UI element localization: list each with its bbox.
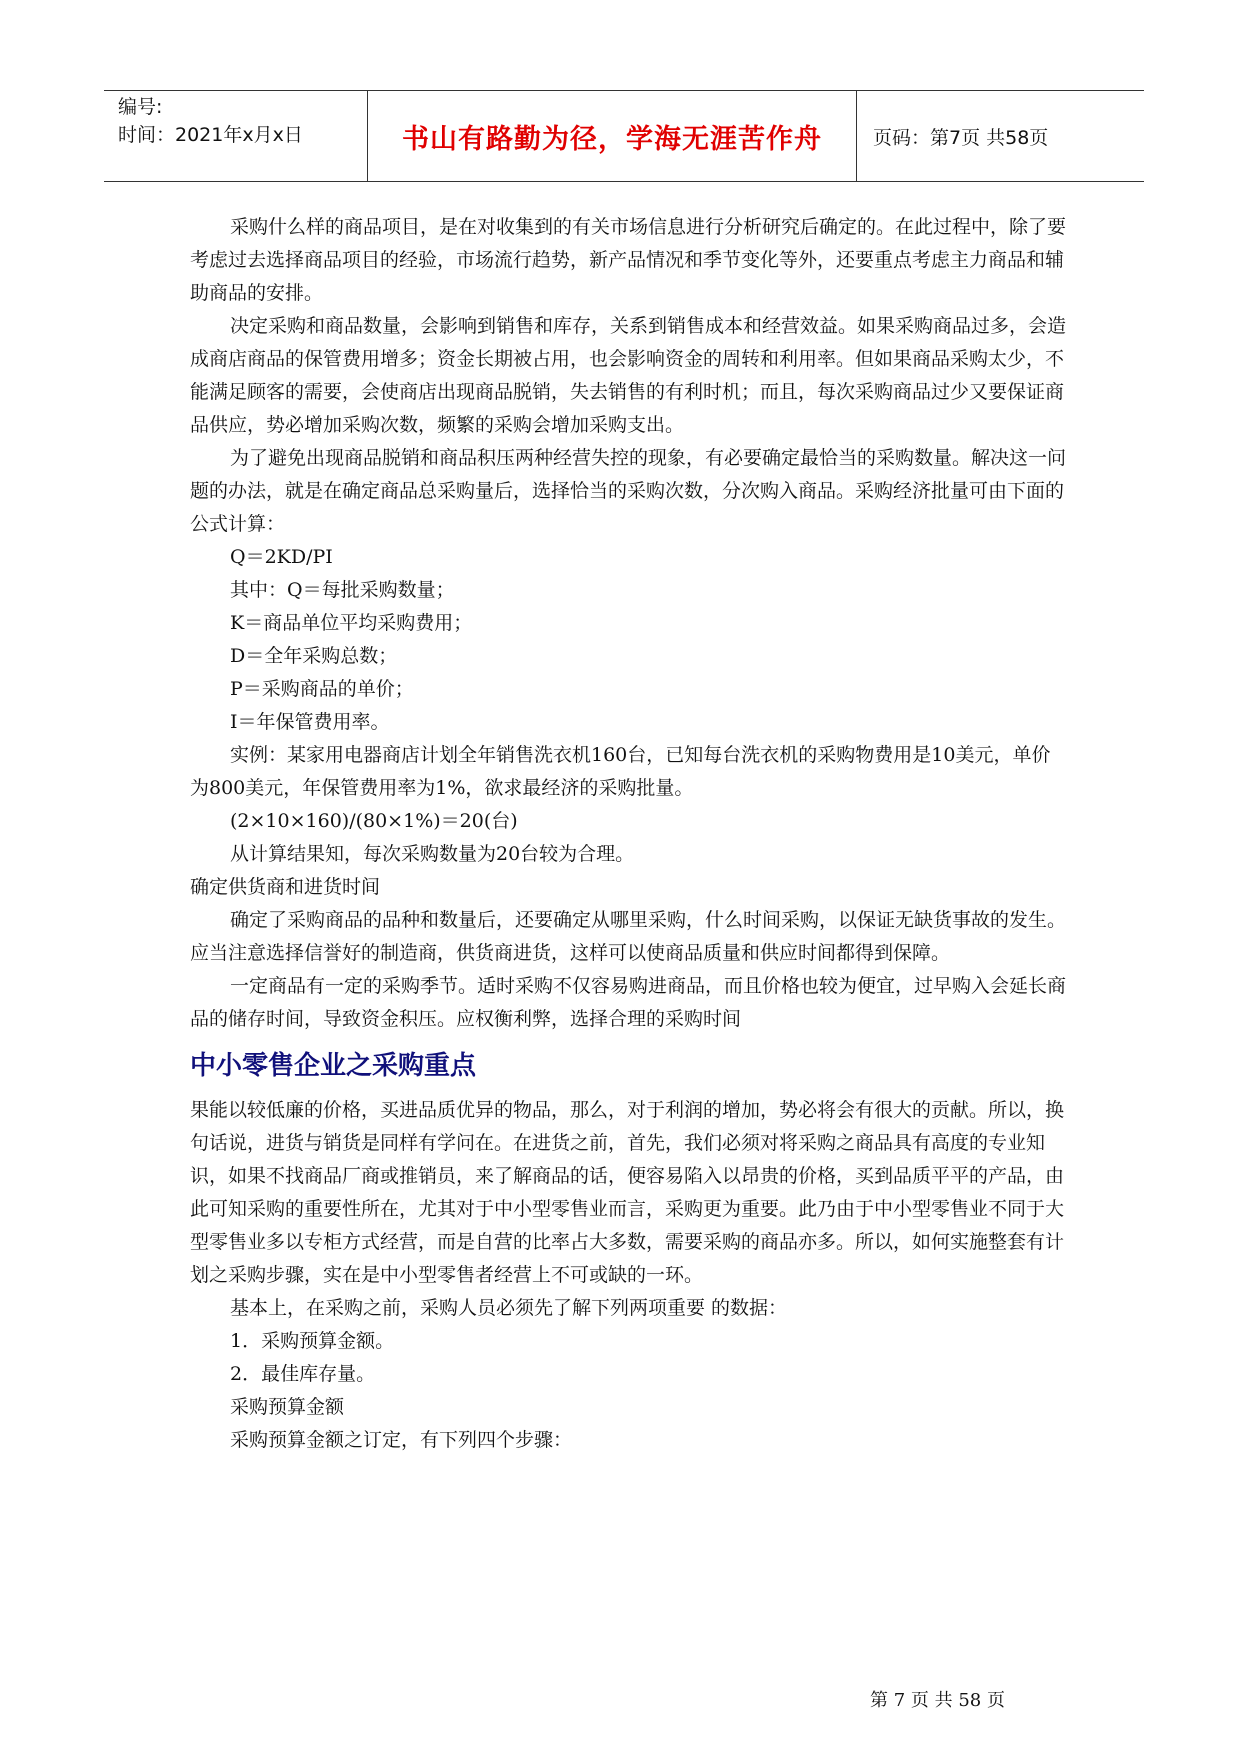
- paragraph: 采购什么样的商品项目，是在对收集到的有关市场信息进行分析研究后确定的。在此过程中，除了要考虑过去选择商品项目的经验，市场流行趋势，新产品情况和季节变化等外，还要重点考虑主力商品和辅助商品的安排。: [190, 216, 1067, 304]
- paragraph: 果能以较低廉的价格，买进品质优异的物品，那么，对于利润的增加，势必将会有很大的贡献。所以，换句话说，进货与销货是同样有学问在。在进货之前，首先，我们必须对将采购之商品具有高度的专业知识，如果不找商品厂商或推销员，来了解商品的话，便容易陷入以昂贵的价格，买到品质平平的产品，由此可知采购的重要性所在，尤其对于中小型零售业而言，采购更为重要。此乃由于中小型零售业不同于大型零售业多以专柜方式经营，而是自营的比率占大多数，需要采购的商品亦多。所以，如何实施整套有计划之采购步骤，实在是中小型零售者经营上不可或缺的一环。: [190, 1099, 1065, 1286]
- header-meta-cell: [104, 91, 368, 181]
- paragraph: 基本上，在采购之前，采购人员必须先了解下列两项重要 的数据：: [230, 1297, 788, 1319]
- paragraph: Q＝2KD/PI: [230, 546, 333, 568]
- paragraph: 确定供货商和进货时间: [190, 876, 381, 898]
- paragraph: 1．采购预算金额。: [230, 1330, 395, 1352]
- paragraph: 采购预算金额: [230, 1396, 345, 1418]
- page-footer: 第 7 页 共 58 页: [870, 1690, 1005, 1711]
- header-motto-cell: [368, 91, 857, 181]
- paragraph: (2×10×160)/(80×1%)＝20(台): [230, 810, 518, 832]
- paragraph-block-1: [190, 211, 1068, 1036]
- paragraph: 从计算结果知，每次采购数量为20台较为合理。: [230, 843, 635, 865]
- paragraph-block-2: [190, 1094, 1068, 1457]
- paragraph: D＝全年采购总数；: [230, 645, 398, 667]
- document-body: [190, 211, 1068, 1457]
- paragraph: K＝商品单位平均采购费用；: [230, 612, 473, 634]
- document-time-label: 时间：2021年x月x日: [118, 124, 303, 146]
- paragraph: 采购预算金额之订定，有下列四个步骤：: [230, 1429, 573, 1451]
- document-number-label: 编号:: [118, 96, 163, 118]
- paragraph: 决定采购和商品数量，会影响到销售和库存，关系到销售成本和经营效益。如果采购商品过多，会造成商店商品的保管费用增多；资金长期被占用，也会影响资金的周转和利用率。但如果商品采购太少，不能满足顾客的需要，会使商店出现商品脱销，失去销售的有利时机；而且，每次采购商品过少又要保证商品供应，势必增加采购次数，频繁的采购会增加采购支出。: [190, 315, 1067, 436]
- header-motto: 书山有路勤为径，学海无涯苦作舟: [402, 123, 822, 155]
- paragraph: 确定了采购商品的品种和数量后，还要确定从哪里采购，什么时间采购，以保证无缺货事故的发生。应当注意选择信誉好的制造商，供货商进货，这样可以使商品质量和供应时间都得到保障。: [190, 909, 1067, 964]
- page-header: [104, 90, 1144, 182]
- paragraph: 2．最佳库存量。: [230, 1363, 376, 1385]
- section-heading: 中小零售企业之采购重点: [190, 1051, 477, 1081]
- paragraph: P＝采购商品的单价；: [230, 678, 414, 700]
- header-page-cell: [857, 91, 1144, 181]
- paragraph: 一定商品有一定的采购季节。适时采购不仅容易购进商品，而且价格也较为便宜，过早购入会延长商品的储存时间，导致资金积压。应权衡利弊，选择合理的采购时间: [190, 975, 1067, 1030]
- paragraph: 实例：某家用电器商店计划全年销售洗衣机160台，已知每台洗衣机的采购物费用是10美元，单价为800美元，年保管费用率为1%，欲求最经济的采购批量。: [190, 744, 1051, 799]
- paragraph: 其中：Q＝每批采购数量；: [230, 579, 455, 601]
- paragraph: I＝年保管费用率。: [230, 711, 390, 733]
- paragraph: 为了避免出现商品脱销和商品积压两种经营失控的现象，有必要确定最恰当的采购数量。解决这一问题的办法，就是在确定商品总采购量后，选择恰当的采购次数，分次购入商品。采购经济批量可由下面的公式计算：: [190, 447, 1067, 535]
- header-page-info: 页码：第7页 共58页: [873, 126, 1049, 149]
